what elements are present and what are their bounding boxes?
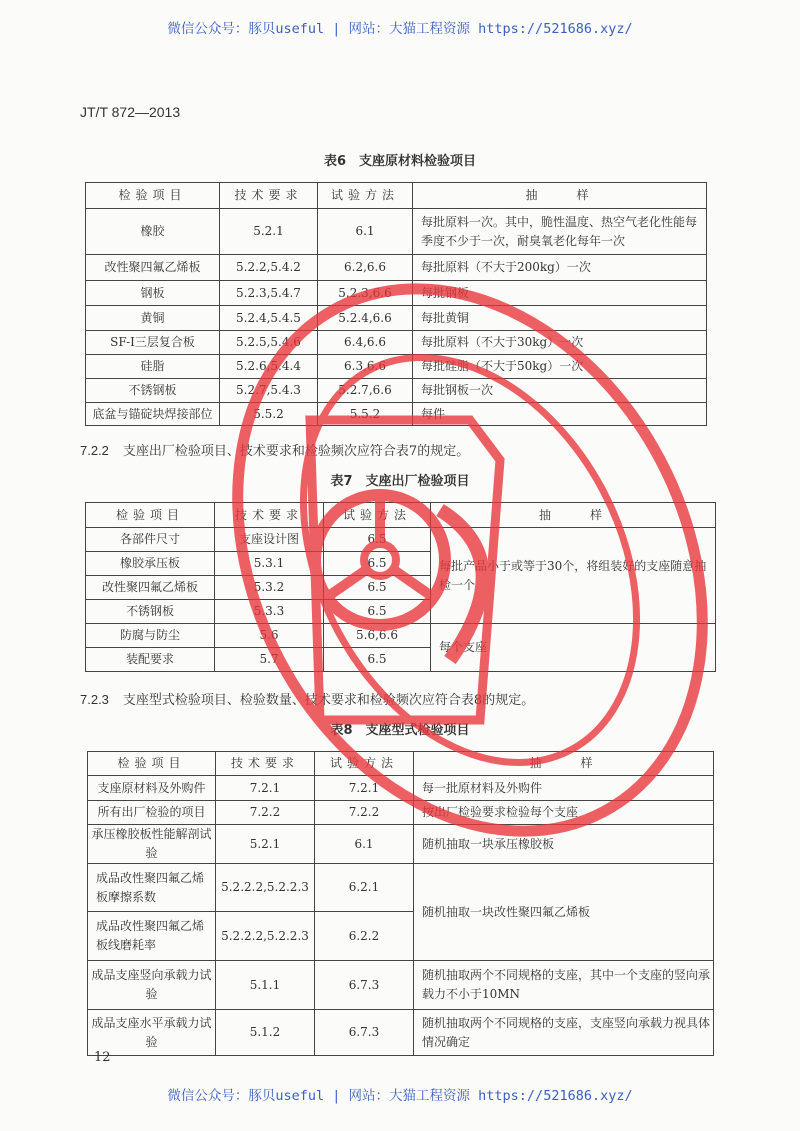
- cell-item: 不锈钢板: [86, 600, 215, 624]
- table-row: [88, 825, 714, 864]
- table-row: [88, 1010, 714, 1056]
- cell-sampling: 每批原料一次。其中，脆性温度、热空气老化性能每季度不少于一次，耐臭氧老化每年一次: [413, 209, 707, 255]
- cell-item: 硅脂: [86, 355, 220, 379]
- cell-item: 成品改性聚四氟乙烯板线磨耗率: [88, 912, 216, 961]
- table-row: [86, 306, 707, 331]
- table8-caption: 表8 支座型式检验项目: [330, 723, 470, 738]
- cell-requirement: 5.2.2,5.4.2: [220, 255, 318, 281]
- paragraph-text: 支座型式检验项目、检验数量、技术要求和检验频次应符合表8的规定。: [122, 693, 535, 708]
- cell-method: 5.2.3,6.6: [318, 281, 413, 306]
- header-item: 检验项目: [86, 183, 220, 209]
- cell-sampling: 每批原料（不大于30kg）一次: [413, 331, 707, 355]
- cell-method: 6.1: [315, 825, 414, 864]
- cell-sampling: 随机抽取一块承压橡胶板: [414, 825, 714, 864]
- cell-item: 底盆与锚碇块焊接部位: [86, 403, 220, 426]
- cell-method: 7.2.1: [315, 776, 414, 801]
- cell-requirement: 5.2.4,5.4.5: [220, 306, 318, 331]
- cell-method: 5.2.4,6.6: [318, 306, 413, 331]
- watermark-bottom: 微信公众号：豚贝useful | 网站：大猫工程资源 https://521686.xyz/: [167, 1088, 633, 1104]
- table-row: [86, 379, 707, 403]
- cell-method: 6.4,6.6: [318, 331, 413, 355]
- cell-item: 承压橡胶板性能解剖试验: [88, 825, 216, 864]
- cell-item: 改性聚四氟乙烯板: [86, 255, 220, 281]
- cell-requirement: 5.2.6,5.4.4: [220, 355, 318, 379]
- cell-method: 5.5.2: [318, 403, 413, 426]
- cell-sampling: 每批钢板: [413, 281, 707, 306]
- cell-item: 成品支座水平承载力试验: [88, 1010, 216, 1056]
- cell-requirement: 5.3.1: [215, 552, 324, 576]
- cell-sampling: 每批原料（不大于200kg）一次: [413, 255, 707, 281]
- cell-requirement: 5.2.2.2,5.2.2.3: [216, 864, 315, 912]
- header-item: 检验项目: [88, 752, 216, 776]
- header-method: 试验方法: [324, 503, 431, 528]
- cell-method: 6.5: [324, 528, 431, 552]
- table-row: [86, 331, 707, 355]
- cell-item: 橡胶: [86, 209, 220, 255]
- cell-item: 防腐与防尘: [86, 624, 215, 648]
- cell-sampling: 每批硅脂（不大于50kg）一次: [413, 355, 707, 379]
- table-row: [86, 528, 716, 552]
- cell-requirement: 5.2.2.2,5.2.2.3: [216, 912, 315, 961]
- cell-requirement: 7.2.1: [216, 776, 315, 801]
- page-number: 12: [94, 1050, 111, 1065]
- cell-item: 成品支座竖向承载力试验: [88, 961, 216, 1010]
- cell-item: 各部件尺寸: [86, 528, 215, 552]
- table-row: [86, 503, 716, 528]
- section-number: 7.2.2: [80, 443, 109, 458]
- cell-sampling: 随机抽取两个不同规格的支座，其中一个支座的竖向承载力不小于10MN: [414, 961, 714, 1010]
- cell-requirement: 5.2.1: [216, 825, 315, 864]
- cell-method: 6.7.3: [315, 961, 414, 1010]
- cell-method: 6.3,6.6: [318, 355, 413, 379]
- header-sampling: 抽 样: [413, 183, 707, 209]
- cell-sampling: 每批黄铜: [413, 306, 707, 331]
- cell-requirement: 5.6: [215, 624, 324, 648]
- table7-caption: 表7 支座出厂检验项目: [330, 474, 470, 489]
- cell-method: 6.5: [324, 648, 431, 672]
- header-sampling: 抽 样: [414, 752, 714, 776]
- cell-item: 钢板: [86, 281, 220, 306]
- section-number: 7.2.3: [80, 692, 109, 707]
- paragraph-7-2-2: [80, 440, 469, 459]
- cell-requirement: 5.1.1: [216, 961, 315, 1010]
- cell-method: 6.2.2: [315, 912, 414, 961]
- header-method: 试验方法: [318, 183, 413, 209]
- cell-sampling: 按出厂检验要求检验每个支座: [414, 801, 714, 825]
- cell-item: 黄铜: [86, 306, 220, 331]
- table-row: [86, 624, 716, 648]
- cell-item: 支座原材料及外购件: [88, 776, 216, 801]
- cell-method: 6.5: [324, 576, 431, 600]
- header-item: 检验项目: [86, 503, 215, 528]
- cell-sampling: 每件: [413, 403, 707, 426]
- paragraph-text: 支座出厂检验项目、技术要求和检验频次应符合表7的规定。: [122, 444, 470, 459]
- table-row: [88, 961, 714, 1010]
- table-row: [86, 403, 707, 426]
- cell-item: 不锈钢板: [86, 379, 220, 403]
- cell-requirement: 5.3.2: [215, 576, 324, 600]
- table-row: [88, 801, 714, 825]
- table-row: [86, 183, 707, 209]
- table-row: [86, 255, 707, 281]
- cell-item: 橡胶承压板: [86, 552, 215, 576]
- cell-item: 改性聚四氟乙烯板: [86, 576, 215, 600]
- cell-sampling: 每一批原材料及外购件: [414, 776, 714, 801]
- cell-method: 6.2,6.6: [318, 255, 413, 281]
- watermark-top: 微信公众号：豚贝useful | 网站：大猫工程资源 https://521686.xyz/: [167, 21, 633, 37]
- header-method: 试验方法: [315, 752, 414, 776]
- cell-requirement: 5.5.2: [220, 403, 318, 426]
- cell-requirement: 5.1.2: [216, 1010, 315, 1056]
- cell-sampling: 随机抽取一块改性聚四氟乙烯板: [414, 864, 714, 961]
- table7: [85, 502, 716, 672]
- cell-requirement: 5.7: [215, 648, 324, 672]
- cell-method: 6.1: [318, 209, 413, 255]
- cell-requirement: 5.2.1: [220, 209, 318, 255]
- table-row: [86, 281, 707, 306]
- cell-method: 6.5: [324, 600, 431, 624]
- cell-method: 6.5: [324, 552, 431, 576]
- cell-requirement: 5.2.7,5.4.3: [220, 379, 318, 403]
- cell-method: 7.2.2: [315, 801, 414, 825]
- cell-item: 所有出厂检验的项目: [88, 801, 216, 825]
- table8: [87, 751, 714, 1056]
- cell-method: 5.2.7,6.6: [318, 379, 413, 403]
- table6-caption: 表6 支座原材料检验项目: [323, 154, 477, 169]
- cell-requirement: 5.2.3,5.4.7: [220, 281, 318, 306]
- table-row: [86, 209, 707, 255]
- header-requirement: 技术要求: [215, 503, 324, 528]
- table-row: [88, 752, 714, 776]
- cell-item: SF-Ⅰ三层复合板: [86, 331, 220, 355]
- header-requirement: 技术要求: [216, 752, 315, 776]
- cell-requirement: 7.2.2: [216, 801, 315, 825]
- cell-requirement: 5.3.3: [215, 600, 324, 624]
- table-row: [88, 864, 714, 912]
- table-row: [88, 776, 714, 801]
- header-requirement: 技术要求: [220, 183, 318, 209]
- table6: [85, 182, 707, 426]
- table-row: [86, 355, 707, 379]
- cell-sampling: 每个支座: [431, 624, 716, 672]
- cell-item: 成品改性聚四氟乙烯板摩擦系数: [88, 864, 216, 912]
- cell-sampling: 每批产品小于或等于30个，将组装好的支座随意抽检一个: [431, 528, 716, 624]
- paragraph-7-2-3: [80, 689, 534, 708]
- cell-requirement: 5.2.5,5.4.6: [220, 331, 318, 355]
- cell-method: 5.6,6.6: [324, 624, 431, 648]
- cell-method: 6.7.3: [315, 1010, 414, 1056]
- header-sampling: 抽 样: [431, 503, 716, 528]
- cell-sampling: 每批钢板一次: [413, 379, 707, 403]
- standard-code: JT/T 872—2013: [80, 104, 181, 120]
- cell-item: 装配要求: [86, 648, 215, 672]
- cell-method: 6.2.1: [315, 864, 414, 912]
- cell-requirement: 支座设计图: [215, 528, 324, 552]
- cell-sampling: 随机抽取两个不同规格的支座，支座竖向承载力视具体情况确定: [414, 1010, 714, 1056]
